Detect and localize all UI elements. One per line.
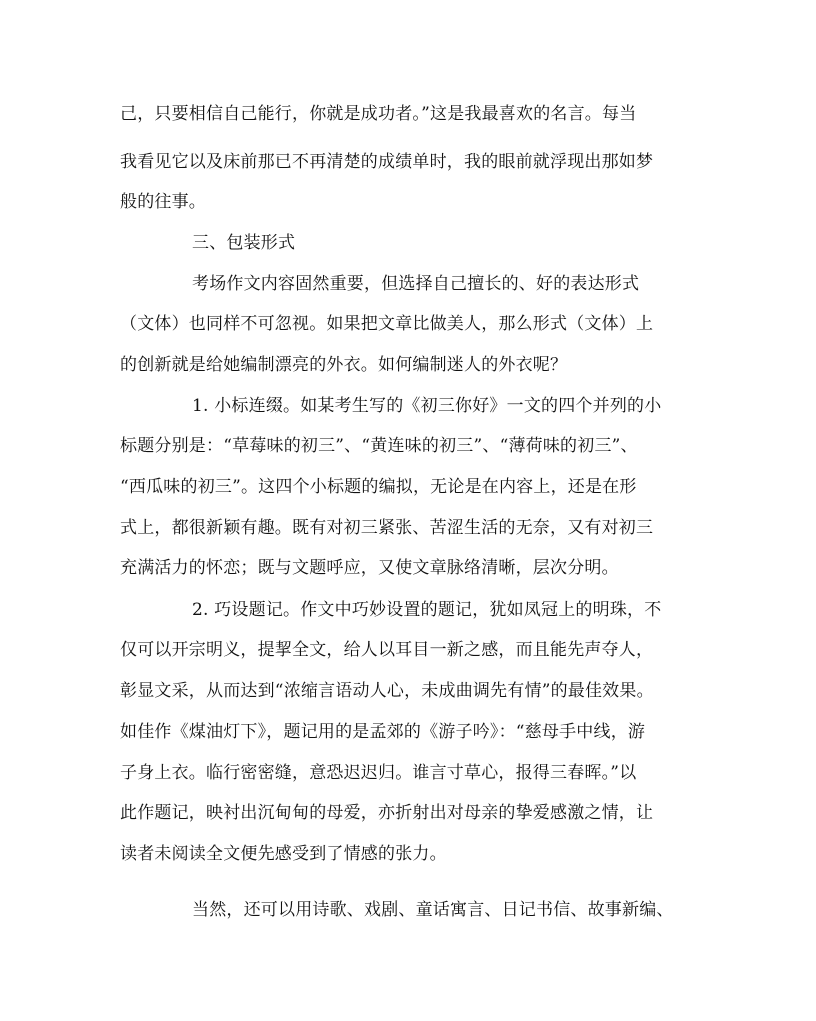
body-text-line: 我看见它以及床前那已不再清楚的成绩单时，我的眼前就浮现出那如梦 (120, 152, 654, 172)
body-text-line: 彰显文采，从而达到“浓缩言语动人心，未成曲调先有情”的最佳效果。 (120, 681, 654, 701)
body-text-line: 当然，还可以用诗歌、戏剧、童话寓言、日记书信、故事新编、 (192, 900, 674, 920)
body-text-line: 考场作文内容固然重要，但选择自己擅长的、好的表达形式 (192, 274, 640, 294)
body-text-line: 仅可以开宗明义，提挈全文，给人以耳目一新之感，而且能先声夺人， (120, 640, 654, 660)
body-text-line: 标题分别是：“草莓味的初三”、“黄连味的初三”、“薄荷味的初三”、 (120, 436, 638, 456)
body-text-line: （文体）也同样不可忽视。如果把文章比做美人，那么形式（文体）上 (120, 314, 654, 334)
body-text-line: 般的往事。 (120, 192, 206, 212)
list-item-text: 2. 巧设题记。作文中巧妙设置的题记，犹如凤冠上的明珠，不 (192, 600, 662, 620)
section-heading: 三、包装形式 (192, 233, 296, 253)
body-text-line: 己，只要相信自己能行，你就是成功者。”这是我最喜欢的名言。每当 (120, 104, 637, 124)
body-text-line: 如佳作《煤油灯下》，题记用的是孟郊的《游子吟》：“慈母手中线，游 (120, 722, 646, 742)
body-text-line: 此作题记，映衬出沉甸甸的母爱，亦折射出对母亲的挚爱感激之情，让 (120, 803, 654, 823)
body-text-line: 的创新就是给她编制漂亮的外衣。如何编制迷人的外衣呢？ (120, 355, 568, 375)
list-item-text: 1. 小标连缀。如某考生写的《初三你好》一文的四个并列的小 (192, 396, 662, 416)
body-text-line: 子身上衣。临行密密缝，意恐迟迟归。谁言寸草心，报得三春晖。”以 (120, 763, 637, 783)
body-text-line: “西瓜味的初三”。这四个小标题的编拟，无论是在内容上，还是在形 (120, 477, 637, 497)
body-text-line: 读者未阅读全文便先感受到了情感的张力。 (120, 844, 447, 864)
body-text-line: 充满活力的怀恋；既与文题呼应，又使文章脉络清晰，层次分明。 (120, 558, 619, 578)
body-text-line: 式上，都很新颖有趣。既有对初三紧张、苦涩生活的无奈，又有对初三 (120, 518, 654, 538)
